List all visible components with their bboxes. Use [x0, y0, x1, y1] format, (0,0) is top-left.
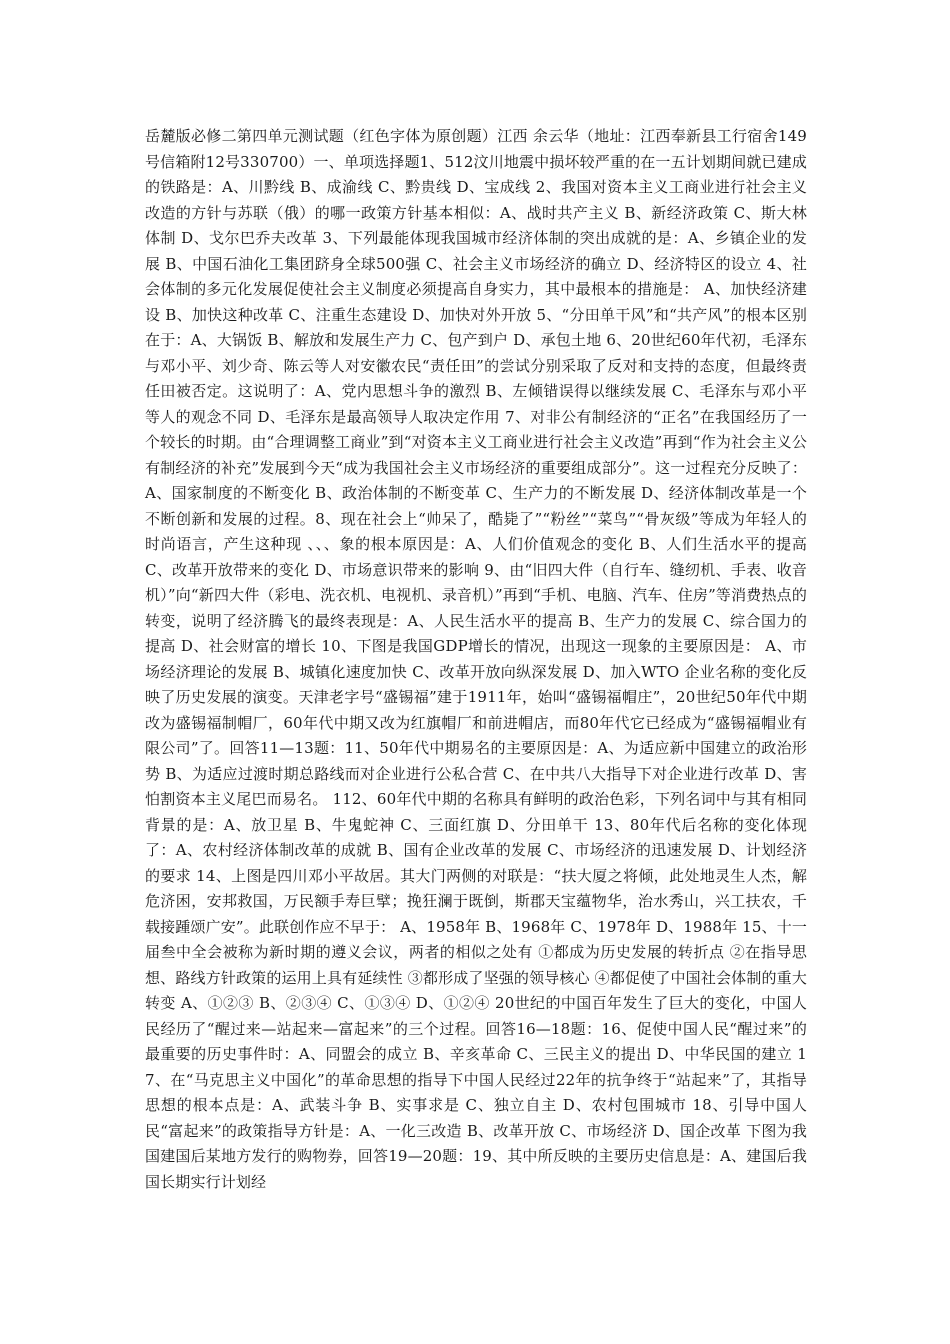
document-text: 岳麓版必修二第四单元测试题（红色字体为原创题）江西 余云华（地址：江西奉新县工行宿舍149号信箱附12号330700）一、单项选择题1、512汶川地震中损坏较严重的在一五计划期间就已建成的铁路是：A、川黔线 B、成渝线 C、黔贵线 D、宝成线 2、我国对资本主义工商业进行社会主义改造的方针与苏联（俄）的哪一政策方针基本相似：A、战时共产主义 B、新经济政策 C、斯大林体制 D、戈尔巴乔夫改革 3、下列最能体现我国城市经济体制的突出成就的是：A、乡镇企业的发展 B、中国石油化工集团跻身全球500强 C、社会主义市场经济的确立 D、经济特区的设立 4、社会体制的多元化发展促使社会主义制度必须提高自身实力，其中最根本的措施是： A、加快经济建设 B、加快这种改革 C、注重生态建设 D、加快对外开放 5、“分田单干风”和“共产风”的根本区别在于：A、大锅饭 B、解放和发展生产力 C、包产到户 D、承包土地 6、20世纪60年代初，毛泽东与邓小平、刘少奇、陈云等人对安徽农民“责任田”的尝试分别采取了反对和支持的态度，但最终责任田被否定。这说明了：A、党内思想斗争的激烈 B、左倾错误得以继续发展 C、毛泽东与邓小平等人的观念不同 D、毛泽东是最高领导人取决定作用 7、对非公有制经济的“正名”在我国经历了一个较长的时期。由“合理调整工商业”到“对资本主义工商业进行社会主义改造”再到“作为社会主义公有制经济的补充”发展到今天“成为我国社会主义市场经济的重要组成部分”。这一过程充分反映了：A、国家制度的不断变化 B、政治体制的不断变革 C、生产力的不断发展 D、经济体制改革是一个不断创新和发展的过程。8、现在社会上“帅呆了，酷毙了”“粉丝”“菜鸟”“骨灰级”等成为年轻人的时尚语言，产生这种现 、、、象的根本原因是：A、人们价值观念的变化 B、人们生活水平的提高 C、改革开放带来的变化 D、市场意识带来的影响 9、由“旧四大件（自行车、缝纫机、手表、收音机）”向“新四大件（彩电、洗衣机、电视机、录音机）”再到“手机、电脑、汽车、住房”等消费热点的转变，说明了经济腾飞的最终表现是：A、人民生活水平的提高 B、生产力的发展 C、综合国力的提高 D、社会财富的增长 10、下图是我国GDP增长的情况，出现这一现象的主要原因是： A、市场经济理论的发展 B、城镇化速度加快 C、改革开放向纵深发展 D、加入WTO 企业名称的变化反映了历史发展的演变。天津老字号“盛锡福”建于1911年，始叫“盛锡福帽庄”，20世纪50年代中期改为盛锡福制帽厂，60年代中期又改为红旗帽厂和前进帽店，而80年代它已经成为“盛锡福帽业有限公司”了。回答11—13题：11、50年代中期易名的主要原因是：A、为适应新中国建立的政治形势 B、为适应过渡时期总路线而对企业进行公私合营 C、在中共八大指导下对企业进行改革 D、害怕割资本主义尾巴而易名。 112、60年代中期的名称具有鲜明的政治色彩，下列名词中与其有相同背景的是：A、放卫星 B、牛鬼蛇神 C、三面红旗 D、分田单干 13、80年代后名称的变化体现了：A、农村经济体制改革的成就 B、国有企业改革的发展 C、市场经济的迅速发展 D、计划经济的要求 14、上图是四川邓小平故居。其大门两侧的对联是：“扶大厦之将倾，此处地灵生人杰，解危济困，安邦救国，万民额手寿巨擘；挽狂澜于既倒，斯郡天宝蕴物华，治水秀山，兴工扶农，千载接踵颂广安”。此联创作应不早于： A、1958年 B、1968年 C、1978年 D、1988年 15、十一届叁中全会被称为新时期的遵义会议，两者的相似之处有 ①都成为历史发展的转折点 ②在指导思想、路线方针政策的运用上具有延续性 ③都形成了坚强的领导核心 ④都促使了中国社会体制的重大转变 A、①②③ B、②③④ C、①③④ D、①②④ 20世纪的中国百年发生了巨大的变化，中国人民经历了“醒过来—站起来—富起来”的三个过程。回答16—18题：16、促使中国人民“醒过来”的最重要的历史事件时：A、同盟会的成立 B、辛亥革命 C、三民主义的提出 D、中华民国的建立 17、在“马克思主义中国化”的革命思想的指导下中国人民经过22年的抗争终于“站起来”了，其指导思想的根本点是：A、武装斗争 B、实事求是 C、独立自主 D、农村包围城市 18、引导中国人民“富起来”的政策指导方针是：A、一化三改造 B、改革开放 C、市场经济 D、国企改革 下图为我国建国后某地方发行的购物券，回答19—20题：19、其中所反映的主要历史信息是：A、建国后我国长期实行计划经: [145, 127, 807, 1191]
document-body: [145, 124, 807, 1195]
